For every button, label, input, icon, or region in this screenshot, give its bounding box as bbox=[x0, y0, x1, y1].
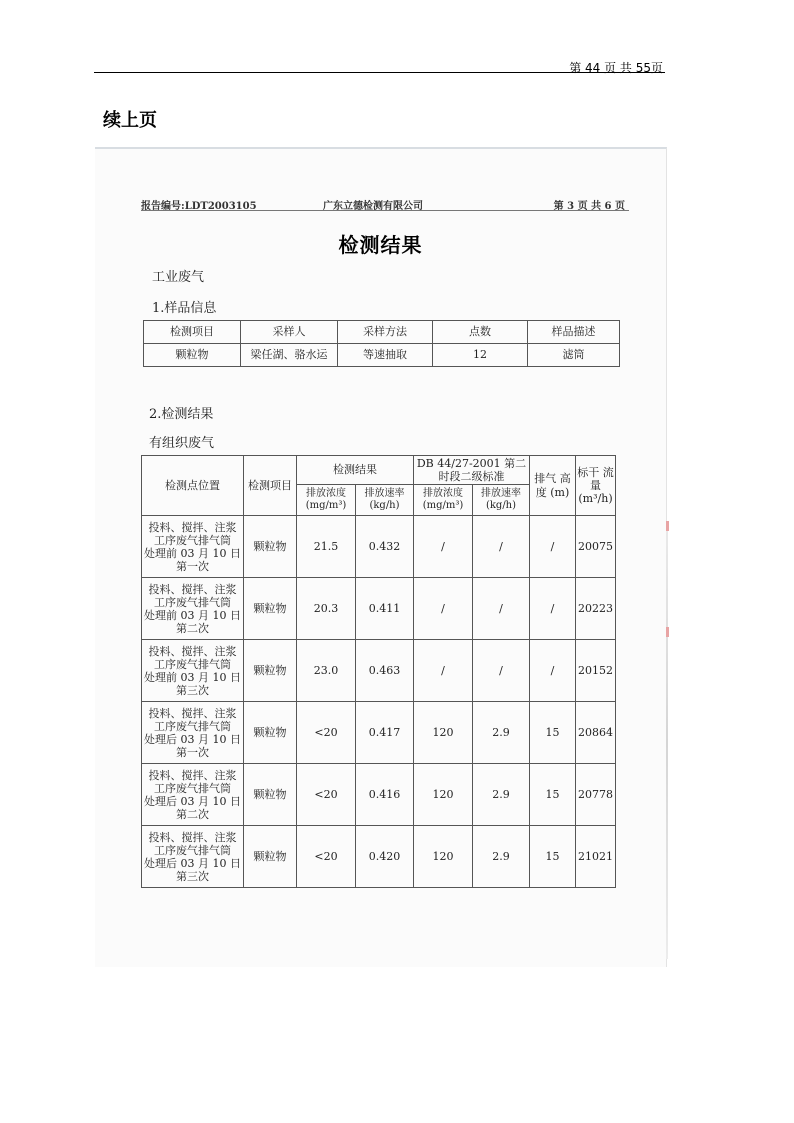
table-cell: 15 bbox=[530, 826, 576, 888]
table-cell: 0.416 bbox=[356, 764, 414, 826]
table-row bbox=[144, 344, 620, 367]
table-cell: 颗粒物 bbox=[244, 702, 297, 764]
table-header-cell: 检测项目 bbox=[144, 321, 241, 344]
table-cell: 120 bbox=[414, 764, 473, 826]
table-cell: 颗粒物 bbox=[244, 516, 297, 578]
table-cell: 120 bbox=[414, 826, 473, 888]
table-cell: 120 bbox=[414, 702, 473, 764]
table-cell: 颗粒物 bbox=[244, 640, 297, 702]
report-title: 检测结果 bbox=[338, 233, 423, 257]
report-company: 广东立德检测有限公司 bbox=[323, 201, 423, 212]
table-cell: 颗粒物 bbox=[244, 578, 297, 640]
table-cell: / bbox=[530, 516, 576, 578]
header-results: 检测结果 bbox=[297, 456, 414, 485]
subsection-organized-gas: 有组织废气 bbox=[149, 436, 215, 451]
table-cell: / bbox=[414, 516, 473, 578]
table-cell: 15 bbox=[530, 764, 576, 826]
table-cell: 20075 bbox=[576, 516, 616, 578]
table-cell: 2.9 bbox=[473, 764, 530, 826]
header-conc: 排放浓度 (mg/m³) bbox=[297, 485, 356, 516]
report-number: 报告编号:LDT2003105 bbox=[141, 201, 257, 212]
table-cell: 2.9 bbox=[473, 826, 530, 888]
header-rate: 排放速率 (kg/h) bbox=[356, 485, 414, 516]
table-cell: 颗粒物 bbox=[244, 764, 297, 826]
table-cell: 0.463 bbox=[356, 640, 414, 702]
location-cell: 投料、搅拌、注浆 工序废气排气筒 处理前 03 月 10 日 第二次 bbox=[142, 578, 244, 640]
category-heading: 工业废气 bbox=[152, 270, 205, 285]
header-location: 检测点位置 bbox=[142, 456, 244, 516]
table-cell: 梁任湖、骆水运 bbox=[241, 344, 338, 367]
table-cell: 0.417 bbox=[356, 702, 414, 764]
table-header-cell: 采样人 bbox=[241, 321, 338, 344]
table-cell: / bbox=[414, 578, 473, 640]
table-cell: <20 bbox=[297, 764, 356, 826]
location-cell: 投料、搅拌、注浆 工序废气排气筒 处理前 03 月 10 日 第一次 bbox=[142, 516, 244, 578]
table-cell: 0.432 bbox=[356, 516, 414, 578]
table-cell: 颗粒物 bbox=[144, 344, 241, 367]
results-table bbox=[141, 455, 616, 888]
scan-mark bbox=[666, 521, 669, 531]
table-header-row bbox=[144, 321, 620, 344]
location-cell: 投料、搅拌、注浆 工序废气排气筒 处理前 03 月 10 日 第三次 bbox=[142, 640, 244, 702]
continued-label: 续上页 bbox=[103, 110, 157, 131]
header-height: 排气 高度 (m) bbox=[530, 456, 576, 516]
page-indicator: 第 44 页 共 55页 bbox=[569, 61, 663, 75]
table-cell: 21021 bbox=[576, 826, 616, 888]
table-cell: 颗粒物 bbox=[244, 826, 297, 888]
table-cell: 20864 bbox=[576, 702, 616, 764]
table-cell: 15 bbox=[530, 702, 576, 764]
table-cell: 20.3 bbox=[297, 578, 356, 640]
table-row bbox=[142, 702, 616, 764]
table-cell: 21.5 bbox=[297, 516, 356, 578]
table-row bbox=[142, 640, 616, 702]
table-cell: 0.420 bbox=[356, 826, 414, 888]
location-cell: 投料、搅拌、注浆 工序废气排气筒 处理后 03 月 10 日 第二次 bbox=[142, 764, 244, 826]
header-standard: DB 44/27-2001 第二时段二级标准 bbox=[414, 456, 530, 485]
table-row bbox=[142, 516, 616, 578]
table-cell: 0.411 bbox=[356, 578, 414, 640]
report-page: 第 3 页 共 6 页 bbox=[553, 201, 625, 212]
table-header-row bbox=[142, 456, 616, 485]
table-cell: / bbox=[473, 640, 530, 702]
table-header-cell: 采样方法 bbox=[338, 321, 433, 344]
table-cell: 等速抽取 bbox=[338, 344, 433, 367]
header-flow: 标干 流量 (m³/h) bbox=[576, 456, 616, 516]
table-cell: / bbox=[473, 578, 530, 640]
scan-edge-shadow bbox=[666, 529, 668, 959]
scanned-report-page bbox=[95, 147, 667, 967]
table-cell: / bbox=[473, 516, 530, 578]
report-header bbox=[141, 197, 629, 211]
location-cell: 投料、搅拌、注浆 工序废气排气筒 处理后 03 月 10 日 第三次 bbox=[142, 826, 244, 888]
table-cell: 20152 bbox=[576, 640, 616, 702]
table-header-cell: 点数 bbox=[433, 321, 528, 344]
table-cell: <20 bbox=[297, 826, 356, 888]
table-row bbox=[142, 764, 616, 826]
scan-mark bbox=[666, 627, 669, 637]
table-cell: 2.9 bbox=[473, 702, 530, 764]
table-cell: 23.0 bbox=[297, 640, 356, 702]
header-std-rate: 排放速率 (kg/h) bbox=[473, 485, 530, 516]
table-cell: <20 bbox=[297, 702, 356, 764]
table-cell: 20223 bbox=[576, 578, 616, 640]
header-std-conc: 排放浓度 (mg/m³) bbox=[414, 485, 473, 516]
table-cell: 12 bbox=[433, 344, 528, 367]
table-cell: / bbox=[530, 578, 576, 640]
location-cell: 投料、搅拌、注浆 工序废气排气筒 处理后 03 月 10 日 第一次 bbox=[142, 702, 244, 764]
table-cell: / bbox=[530, 640, 576, 702]
table-cell: / bbox=[414, 640, 473, 702]
table-cell: 20778 bbox=[576, 764, 616, 826]
section-results: 2.检测结果 bbox=[149, 407, 214, 422]
header-rule bbox=[94, 72, 665, 73]
table-row bbox=[142, 578, 616, 640]
header-item: 检测项目 bbox=[244, 456, 297, 516]
table-header-cell: 样品描述 bbox=[528, 321, 620, 344]
section-sample-info: 1.样品信息 bbox=[152, 301, 217, 316]
table-cell: 滤筒 bbox=[528, 344, 620, 367]
table-row bbox=[142, 826, 616, 888]
sample-info-table bbox=[143, 320, 620, 367]
